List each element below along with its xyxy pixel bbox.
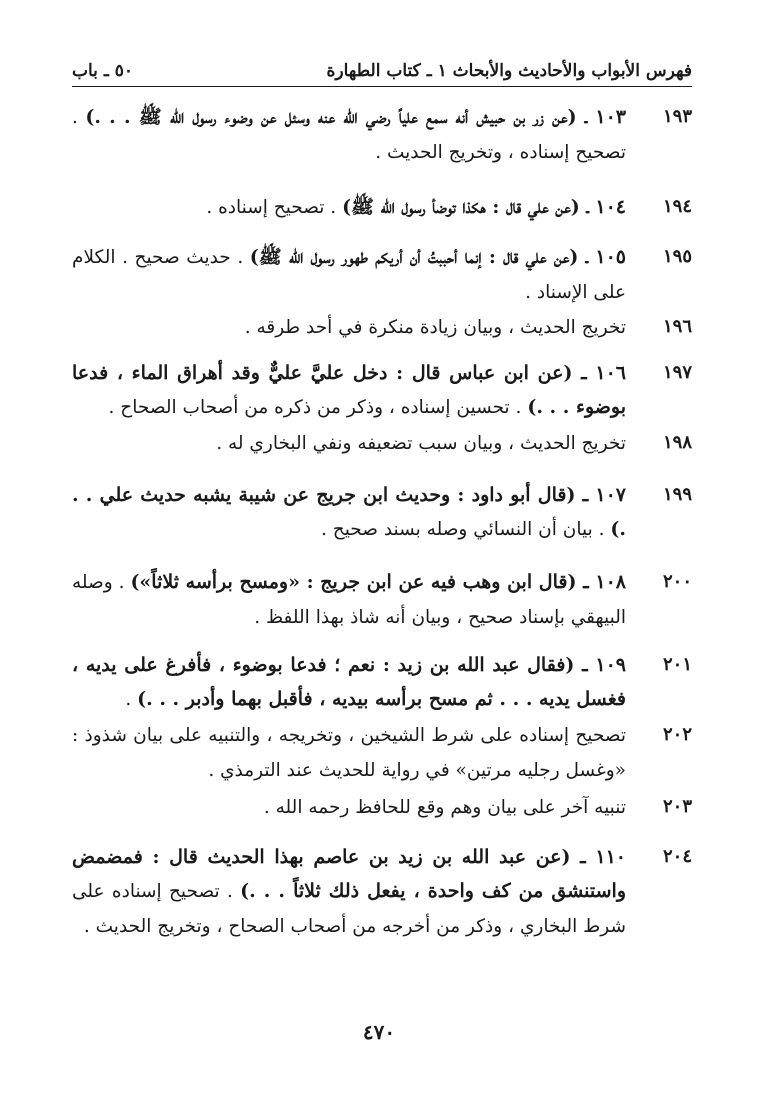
entry-number: ١٩٨ [662, 432, 692, 453]
entry-note: تخريج الحديث ، وبيان سبب تضعيفه ونفي البخاري له . [216, 433, 626, 454]
entry-note: تنبيه آخر على بيان وهم وقع للحافظ رحمه الله . [263, 797, 626, 818]
entry-number: ١٩٥ [662, 246, 692, 267]
entry-hadith-text: ١١٠ ـ (عن عبد الله بن زيد بن عاصم بهذا الحديث قال : فمضمض واستنشق من كف واحدة ، يفعل ذلك ثلاثاً . . .) [72, 846, 626, 902]
entry-note: . بيان أن النسائي وصله بسند صحيح . [321, 519, 611, 540]
entry-text [72, 356, 626, 425]
entry-number: ٢٠٠ [662, 571, 692, 592]
entry-number: ١٩٤ [662, 196, 692, 217]
entry-note: . تصحيح إسناده ، وتخريج الحديث . [72, 107, 626, 163]
entry-note: تخريج الحديث ، وبيان زيادة منكرة في أحد طرقه . [244, 317, 626, 338]
entry-text [72, 565, 626, 635]
entry-note: . حديث صحيح . الكلام على الإسناد . [72, 247, 626, 303]
entry-text [72, 310, 626, 345]
header-divider [72, 86, 692, 87]
entry-text [72, 840, 626, 944]
entry-note: . وصله البيهقي بإسناد صحيح ، وبيان أنه شاذ بهذا اللفظ . [72, 572, 626, 628]
page-number: ٤٧٠ [362, 1020, 396, 1044]
running-header [72, 55, 692, 87]
entry-note: تصحيح إسناده على شرط الشيخين ، وتخريجه ، والتنبيه على بيان شذوذ : «وغسل رجليه مرتين» في رواية للحديث عند الترمذي . [72, 725, 626, 781]
entry-hadith-text: ١٠٥ ـ (عن علي قال : إنما أحببتُ أن أريكم طهور رسول الله ﷺ) [249, 246, 626, 268]
entry-hadith-text: ١٠٨ ـ (قال ابن وهب فيه عن ابن جريج : «ومسح برأسه ثلاثاً») [130, 571, 626, 593]
entry-text [72, 426, 626, 461]
entry-number: ١٩٧ [662, 362, 692, 383]
entry-number: ١٩٩ [662, 484, 692, 505]
entry-text [72, 648, 626, 717]
entry-hadith-text: ١٠٧ ـ (قال أبو داود : وحديث ابن جريج عن شيبة يشبه حديث علي . . .) [72, 484, 626, 540]
entry-note: . تصحيح إسناده على شرط البخاري ، وذكر من أخرجه من أصحاب الصحاح ، وتخريج الحديث . [72, 881, 626, 937]
entry-text [72, 190, 626, 225]
entry-number: ٢٠٤ [662, 846, 692, 867]
entry-hadith-text: ١٠٣ ـ (عن زر بن حبيش أنه سمع علياً رضي الله عنه وسئل عن وضوء رسول الله ﷺ . . .) [85, 106, 626, 128]
entry-text [72, 240, 626, 310]
entry-note: . تصحيح إسناده . [206, 197, 343, 218]
entry-number: ٢٠٣ [662, 796, 692, 817]
entry-text [72, 100, 626, 170]
entry-hadith-text: ١٠٦ ـ (عن ابن عباس قال : دخل عليَّ عليٌّ وقد أهراق الماء ، فدعا بوضوء . . .) [72, 362, 626, 418]
entry-hadith-text: ١٠٩ ـ (فقال عبد الله بن زيد : نعم ؛ فدعا بوضوء ، فأفرغ على يديه ، فغسل يديه . . . ثم مسح برأسه بيديه ، فأقبل بهما وأدبر . . .) [72, 654, 626, 710]
entry-note: . تحسين إسناده ، وذكر من ذكره من أصحاب الصحاح . [108, 397, 528, 418]
header-section-title: فهرس الأبواب والأحاديث والأبحاث ١ ـ كتاب الطهارة [326, 61, 692, 81]
entry-number: ١٩٣ [662, 106, 692, 127]
entry-hadith-text: ١٠٤ ـ (عن علي قال : هكذا توضأ رسول الله ﷺ) [342, 196, 626, 218]
entry-text [72, 478, 626, 547]
entry-text [72, 718, 626, 788]
entry-note: . [125, 689, 138, 710]
entry-number: ٢٠١ [662, 654, 692, 675]
entry-text [72, 790, 626, 825]
header-chapter-label: ٥٠ ـ باب [72, 61, 133, 81]
entry-number: ٢٠٢ [662, 724, 692, 745]
entry-number: ١٩٦ [662, 316, 692, 337]
